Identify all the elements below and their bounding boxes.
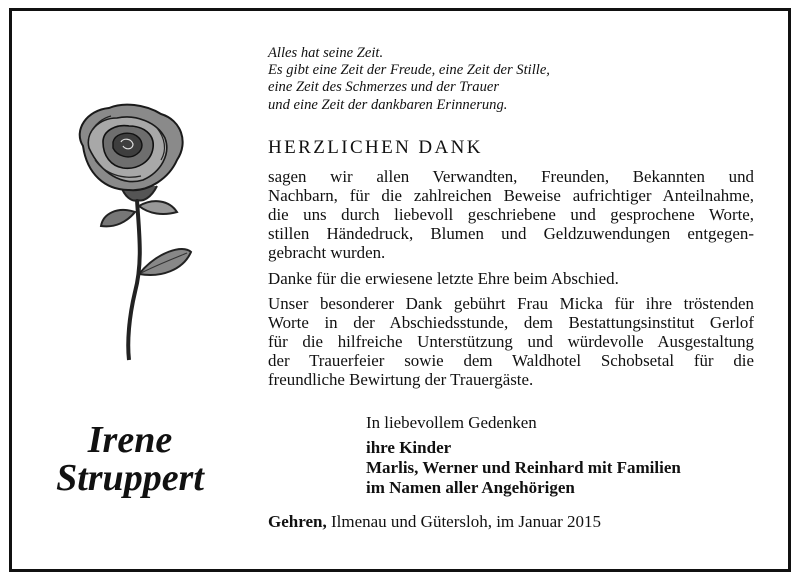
text-line: Unser besonderer Dank gebührt Frau Micka für ihre tröstenden (268, 294, 754, 314)
thanks-paragraph (268, 168, 754, 263)
family-line: Marlis, Werner und Reinhard mit Familien (366, 458, 681, 477)
body-text (268, 168, 754, 397)
memory-line: In liebevollem Gedenken (366, 413, 537, 432)
text-line: für die hilfreiche Unterstützung und würdevolle Ausgestaltung (268, 332, 754, 352)
poem-line: Es gibt eine Zeit der Freude, eine Zeit der Stille, (268, 62, 550, 79)
poem-line: eine Zeit des Schmerzes und der Trauer (268, 79, 500, 96)
poem-line: Alles hat seine Zeit. (268, 45, 384, 61)
text-line: Danke für die erwiesene letzte Ehre beim Abschied. (268, 268, 619, 288)
family-signature (366, 438, 681, 498)
first-name: Irene (87, 419, 173, 461)
place-date (268, 512, 601, 532)
text-line: sagen wir allen Verwandten, Freunden, Bekannten und (268, 167, 754, 186)
poem (268, 45, 550, 114)
last-name: Struppert (56, 457, 204, 499)
text-line: freundliche Bewirtung der Trauergäste. (268, 370, 534, 390)
text-line: Worte in der Abschiedsstunde, dem Bestattungsinstitut Gerlof (268, 313, 754, 333)
family-line: im Namen aller Angehörigen (366, 478, 575, 497)
place-town: Gehren, (268, 512, 327, 531)
special-thanks-paragraph (268, 295, 754, 390)
text-line: gebracht wurden. (268, 242, 386, 262)
text-line: der Trauerfeier sowie dem Waldhotel Schobsetal für die (268, 351, 754, 371)
poem-line: und eine Zeit der dankbaren Erinnerung. (268, 96, 508, 113)
text-line: Nachbarn, für die zahlreichen Beweise aufrichtiger Anteilnahme, (268, 185, 754, 205)
farewell-paragraph (268, 270, 754, 289)
deceased-name (40, 421, 220, 497)
place-rest: Ilmenau und Gütersloh, im Januar 2015 (326, 512, 602, 531)
heading: HERZLICHEN DANK (268, 137, 483, 158)
text-line: die uns durch liebevoll geschriebene und gesprochene Worte, (268, 204, 754, 224)
family-line: ihre Kinder (366, 438, 452, 457)
rose-icon (65, 102, 205, 364)
text-line: stillen Händedruck, Blumen und Geldzuwendungen entgegen- (268, 223, 754, 243)
